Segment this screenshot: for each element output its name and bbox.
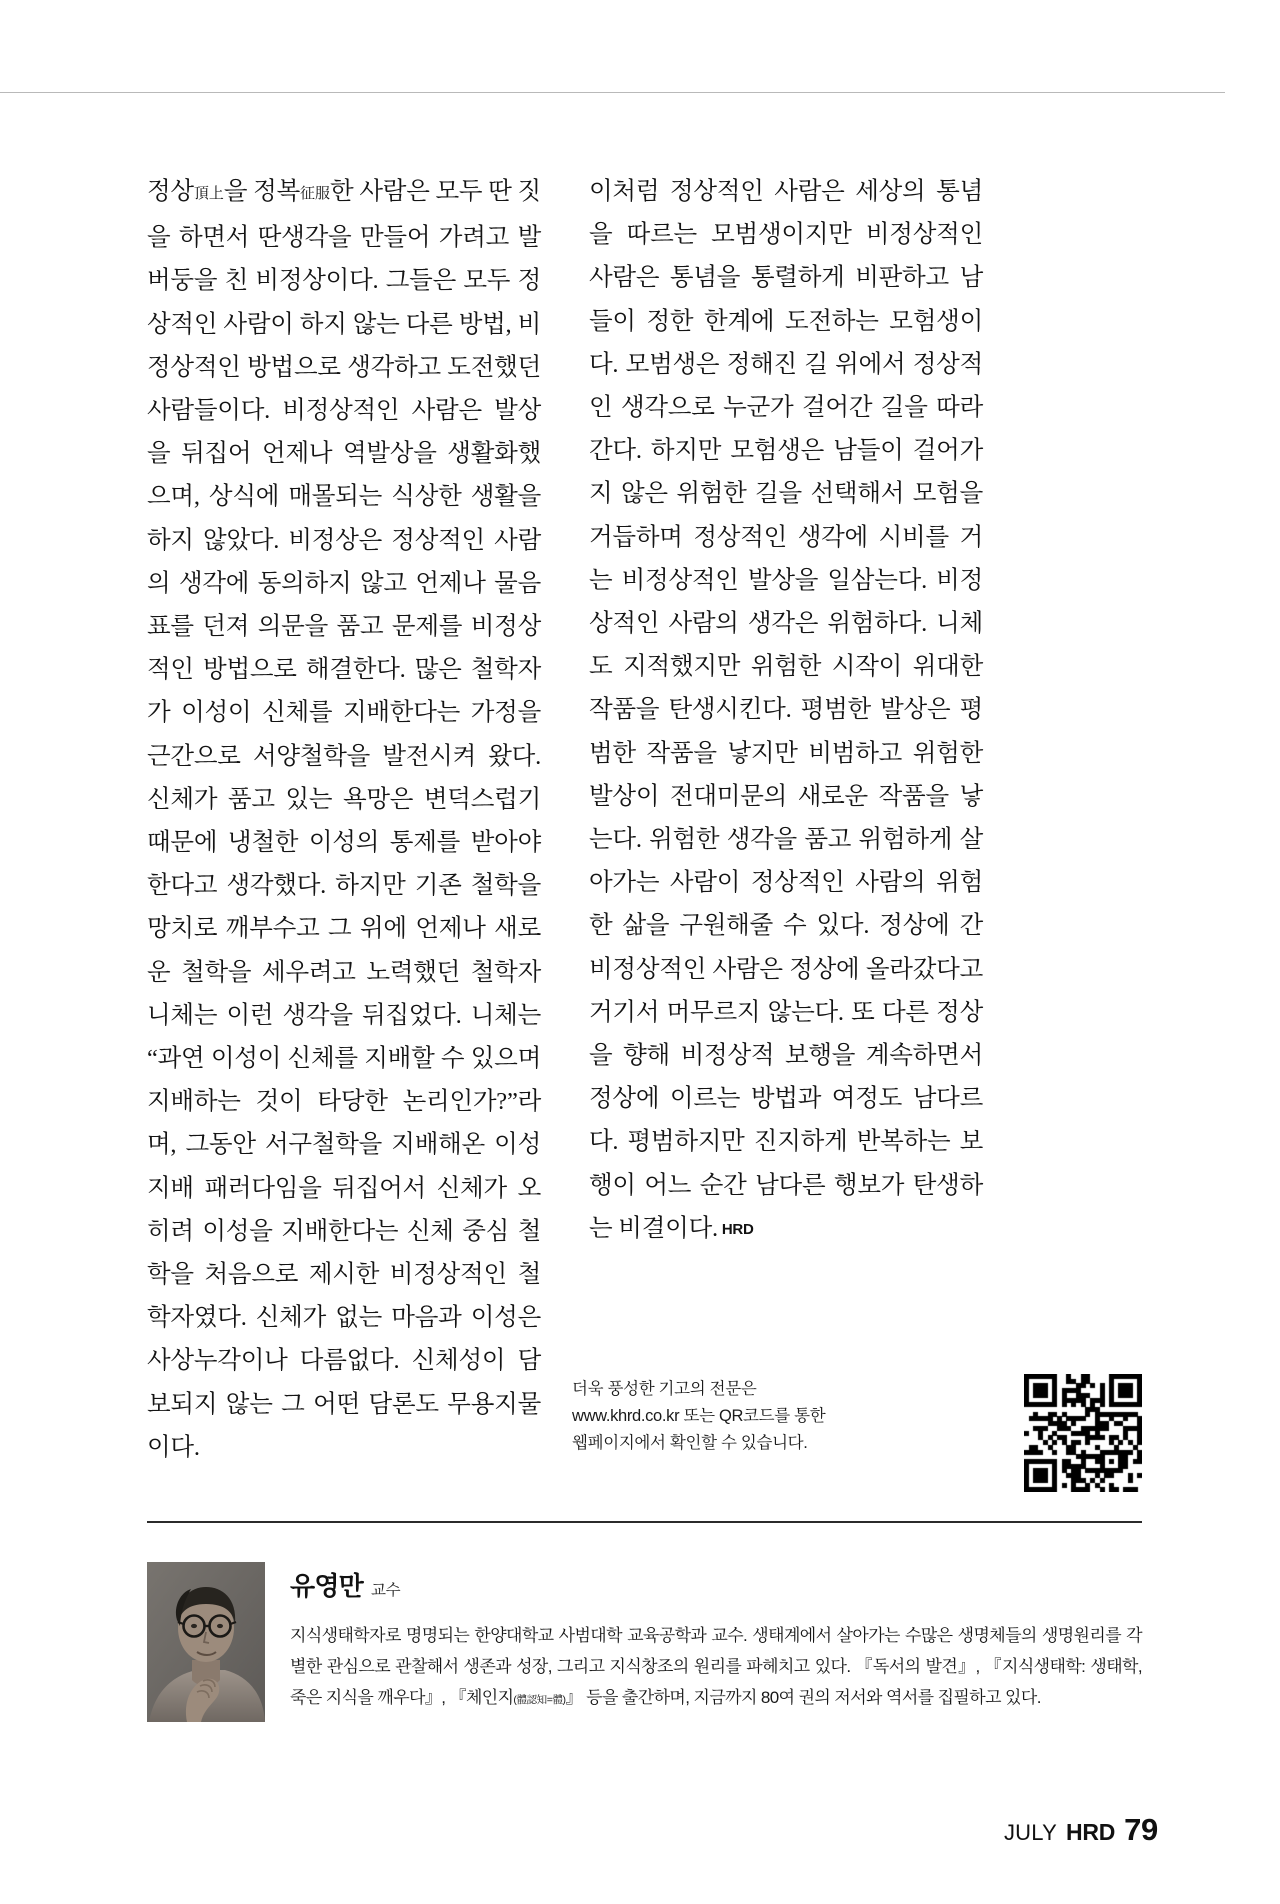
article-body [147,170,1142,1469]
author-bio-text [290,1562,1142,1716]
text-segment: 이처럼 정상적인 사람은 세상의 통념을 따르는 모범생이지만 비정상적인 사람은 통념을 통렬하게 비판하고 남들이 정한 한계에 도전하는 모험생이다. 모범생은 정해진 길 위에서 정상적인 생각으로 누군가 걸어간 길을 따라간다. 하지만 모험생은 남들이 걸어가지 않은 위험한 길을 선택해서 모험을 거듭하며 정상적인 생각에 시비를 거는 비정상적인 발상을 일삼는다. 비정상적인 사람의 생각은 위험하다. 니체도 지적했지만 위험한 시작이 위대한 작품을 탄생시킨다. 평범한 발상은 평범한 작품을 낳지만 비범하고 위험한 발상이 전대미문의 새로운 작품을 낳는다. 위험한 생각을 품고 위험하게 살아가는 사람이 정상적인 사람의 위험한 삶을 구원해줄 수 있다. 정상에 간 비정상적인 사람은 정상에 올라갔다고 거기서 머무르지 않는다. 또 다른 정상을 향해 비정상적 보행을 계속하면서 정상에 이르는 방법과 여정도 남다르다. 평범하지만 진지하게 반복하는 보행이 어느 순간 남다른 행보가 탄생하는 비결이다. [589,178,983,1242]
qr-code-icon[interactable] [1024,1374,1142,1492]
paragraph-left [147,170,541,1469]
paragraph-right [589,170,983,1252]
author-name: 유영만 [290,1571,364,1601]
page-footer [1004,1812,1158,1848]
bio-ruby-annotation: (體認知=體) [513,1694,566,1706]
text-segment: 정상 [147,178,194,205]
author-bio-divider [147,1521,1142,1523]
ruby-annotation-jeongsang: 頂上 [193,186,224,202]
text-segment: 을 정복 [223,178,301,205]
page-number: 79 [1124,1812,1158,1847]
author-portrait [147,1562,265,1722]
ruby-annotation-jeongbok: 征服 [300,186,331,202]
text-segment: 』 등을 출간하며, 지금까지 80여 권의 저서와 역서를 집필하고 있다. [565,1688,1041,1707]
text-segment: 한 사람은 모두 딴 짓을 하면서 딴생각을 만들어 가려고 발버둥을 친 비정상이다. 그들은 모두 정상적인 사람이 하지 않는 다른 방법, 비정상적인 방법으로 생각하고 도전했던 사람들이다. 비정상적인 사람은 발상을 뒤집어 언제나 역발상을 생활화했으며, 상식에 매몰되는 식상한 생활을 하지 않았다. 비정상은 정상적인 사람의 생각에 동의하지 않고 언제나 물음표를 던져 의문을 품고 문제를 비정상적인 방법으로 해결한다. 많은 철학자가 이성이 신체를 지배한다는 가정을 근간으로 서양철학을 발전시켜 왔다. 신체가 품고 있는 욕망은 변덕스럽기 때문에 냉철한 이성의 통제를 받아야 한다고 생각했다. 하지만 기존 철학을 망치로 깨부수고 그 위에 언제나 새로운 철학을 세우려고 노력했던 철학자 니체는 이런 생각을 뒤집었다. 니체는 “과연 이성이 신체를 지배할 수 있으며 지배하는 것이 타당한 논리인가?”라며, 그동안 서구철학을 지배해온 이성 지배 패러다임을 뒤집어서 신체가 오히려 이성을 지배한다는 신체 중심 철학을 처음으로 제시한 비정상적인 철학자였다. 신체가 없는 마음과 이성은 사상누각이나 다름없다. 신체성이 담보되지 않는 그 어떤 담론도 무용지물이다. [147,178,541,1461]
text-segment: 지식생태학자로 명명되는 한양대학교 사범대학 교육공학과 교수. 생태계에서 살아가는 수많은 생명체들의 생명원리를 각별한 관심으로 관찰해서 생존과 성장, 그리고 지식창조의 원리를 파헤치고 있다. 『독서의 발견』, 『지식생태학: 생태학, 죽은 지식을 깨우다』, 『체인지 [290,1626,1142,1707]
qr-caption-line-3: 웹페이지에서 확인할 수 있습니다. [572,1434,808,1452]
qr-caption [572,1374,825,1457]
article-column-right [589,170,983,1252]
footer-brand: HRD [1065,1819,1116,1845]
author-name-row [290,1566,1142,1603]
article-end-mark: HRD [721,1221,754,1239]
footer-month: JULY [1003,1820,1057,1845]
header-divider [0,92,1225,93]
qr-promo-block [572,1374,1142,1492]
qr-caption-line-2: www.khrd.co.kr 또는 QR코드를 통한 [572,1407,826,1425]
article-column-left [147,170,541,1469]
author-title: 교수 [371,1582,401,1599]
author-description [290,1620,1142,1716]
qr-caption-line-1: 더욱 풍성한 기고의 전문은 [572,1380,757,1398]
author-bio [147,1562,1142,1722]
